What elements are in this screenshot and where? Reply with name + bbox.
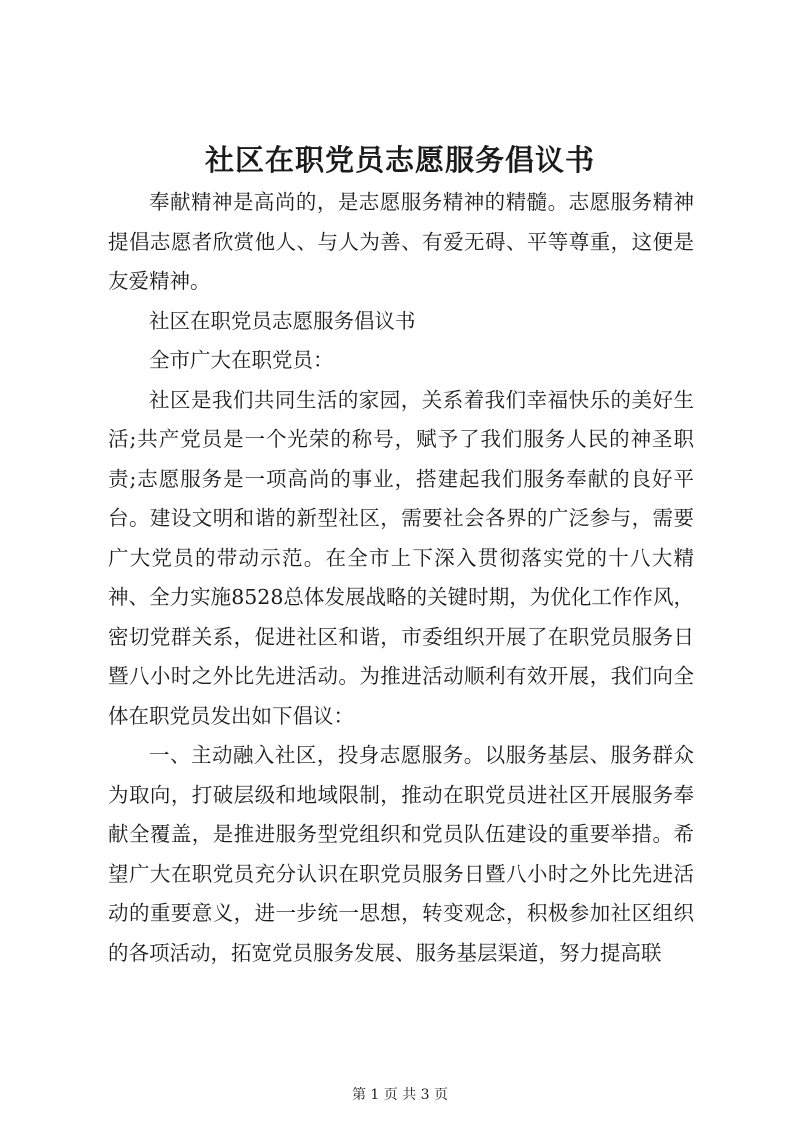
document-title: 社区在职党员志愿服务倡议书 (204, 143, 595, 177)
intro-paragraph: 奉献精神是高尚的，是志愿服务精神的精髓。志愿服务精神提倡志愿者欣赏他人、与人为善、有爱无碍、平等尊重，这便是友爱精神。 (108, 190, 694, 293)
main-paragraph: 社区是我们共同生活的家园，关系着我们幸福快乐的美好生活;共产党员是一个光荣的称号，赋予了我们服务人民的神圣职责;志愿服务是一项高尚的事业，搭建起我们服务奉献的良好平台。建设文明和谐的新型社区，需要社会各界的广泛参与，需要广大党员的带动示范。在全市上下深入贯彻落实党的十八大精神、全力实施8528总体发展战略的关键时期，为优化工作作风，密切党群关系，促进社区和谐，市委组织开展了在职党员服务日暨八小时之外比先进活动。为推进活动顺利有效开展，我们向全体在职党员发出如下倡议： (108, 387, 694, 728)
page-footer: 第 1 页 共 3 页 (351, 1087, 449, 1103)
point-one-paragraph: 一、主动融入社区，投身志愿服务。以服务基层、服务群众为取向，打破层级和地域限制，推动在职党员进社区开展服务奉献全覆盖，是推进服务型党组织和党员队伍建设的重要举措。希望广大在职党员充分认识在职党员服务日暨八小时之外比先进活动的重要意义，进一步统一思想，转变观念，积极参加社区组织的各项活动，拓宽党员服务发展、服务基层渠道，努力提高联 (108, 743, 694, 965)
salutation-paragraph: 全市广大在职党员： (149, 348, 334, 372)
document-body (108, 183, 694, 973)
subtitle-paragraph: 社区在职党员志愿服务倡议书 (149, 308, 416, 333)
